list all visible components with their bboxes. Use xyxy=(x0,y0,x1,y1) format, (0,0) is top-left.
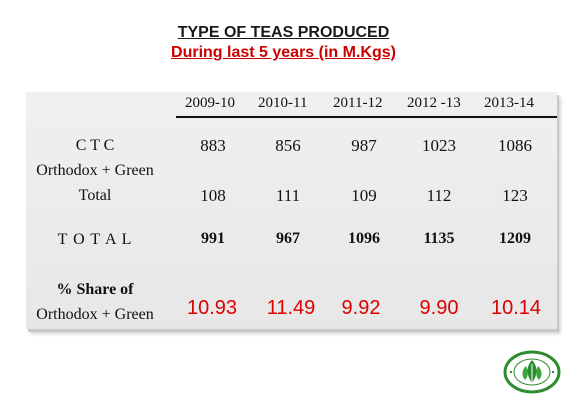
cell-share-2013-14: 10.14 xyxy=(490,297,542,319)
row-label-ctc-line: C T C xyxy=(75,137,115,154)
header-divider xyxy=(176,116,557,118)
row-label-orthodox-green xyxy=(22,158,168,208)
cell-orthodox-2009-10: 108 xyxy=(200,186,226,205)
row-label-share-line2: Orthodox + Green xyxy=(36,306,154,323)
row-label-ctc xyxy=(22,133,168,158)
cell-share-2009-10: 10.93 xyxy=(186,297,238,319)
page-subtitle: During last 5 years (in M.Kgs) xyxy=(171,44,396,61)
year-header-2013-14: 2013-14 xyxy=(484,95,534,111)
year-header-2011-12: 2011-12 xyxy=(333,95,383,111)
cell-total-2012-13: 1135 xyxy=(423,230,455,247)
cell-total-2011-12: 1096 xyxy=(348,230,380,247)
cell-share-2010-11: 11.49 xyxy=(266,297,316,319)
cell-orthodox-2012-13: 112 xyxy=(426,186,452,205)
cell-share-2012-13: 9.90 xyxy=(419,297,459,319)
row-label-share xyxy=(22,277,168,327)
cell-ctc-2012-13: 1023 xyxy=(422,136,456,155)
year-header-2009-10: 2009-10 xyxy=(185,95,235,111)
row-label-share-line1: % Share of xyxy=(56,281,134,298)
tea-board-india-logo-icon xyxy=(503,350,561,394)
cell-orthodox-2011-12: 109 xyxy=(351,186,377,205)
cell-total-2010-11: 967 xyxy=(276,230,300,247)
cell-total-2013-14: 1209 xyxy=(499,230,531,247)
row-label-total xyxy=(22,227,168,252)
cell-share-2011-12: 9.92 xyxy=(341,297,381,319)
cell-orthodox-2010-11: 111 xyxy=(275,186,301,205)
cell-ctc-2010-11: 856 xyxy=(275,136,301,155)
cell-orthodox-2013-14: 123 xyxy=(502,186,528,205)
cell-ctc-2011-12: 987 xyxy=(351,136,377,155)
row-label-orthodox-line: Orthodox + Green xyxy=(36,162,154,179)
cell-ctc-2013-14: 1086 xyxy=(498,136,532,155)
cell-ctc-2009-10: 883 xyxy=(200,136,226,155)
row-label-total-text: T O T A L xyxy=(57,231,133,248)
year-header-2012-13: 2012 -13 xyxy=(407,95,461,111)
page-title: TYPE OF TEAS PRODUCED xyxy=(177,24,390,41)
cell-total-2009-10: 991 xyxy=(201,230,225,247)
year-header-2010-11: 2010-11 xyxy=(258,95,308,111)
row-label-total-line: Total xyxy=(78,187,112,204)
